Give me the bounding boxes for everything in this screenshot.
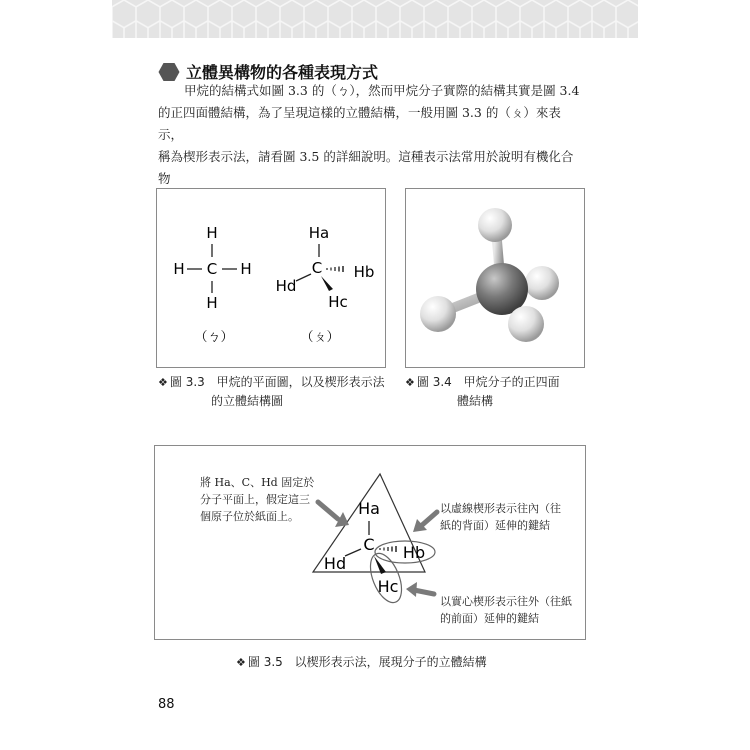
caption-bullet: ❖ xyxy=(158,376,168,389)
methane-ball-model xyxy=(406,189,584,367)
caption-number: 圖 3.3 xyxy=(169,375,205,389)
section-title-text: 立體異構物的各種表現方式 xyxy=(186,63,379,82)
atom-hd: Hd xyxy=(275,277,297,295)
annotation-dashed-wedge xyxy=(440,500,561,534)
atom-ha: Ha xyxy=(358,499,380,518)
atom-c: C xyxy=(206,260,218,278)
figure-3-3-caption xyxy=(158,373,385,410)
atom-c: C xyxy=(311,259,323,277)
caption-number: 圖 3.5 xyxy=(247,655,283,669)
hydrogen-sphere xyxy=(525,266,559,300)
annotation-solid-wedge xyxy=(440,593,572,627)
figure-3-3-box xyxy=(156,188,386,368)
atom-hc: Hc xyxy=(328,293,348,311)
arrow-icon xyxy=(318,502,349,527)
annotation-line: 紙的背面）延伸的鍵結 xyxy=(440,519,550,532)
atom-ha: Ha xyxy=(308,224,330,242)
caption-bullet: ❖ xyxy=(236,656,246,669)
annotation-line: 個原子位於紙面上。 xyxy=(200,510,299,523)
top-banner xyxy=(112,0,638,38)
atom-hb: Hb xyxy=(353,263,375,281)
atom-h-right: H xyxy=(240,260,252,278)
annotation-line: 的前面）延伸的鍵結 xyxy=(440,612,539,625)
hexagon-icon xyxy=(158,62,180,82)
label-bo: （ㄅ） xyxy=(194,330,234,345)
intro-line: 稱為楔形表示法，請看圖 3.5 的詳細說明。這種表示法常用於說明有機化合物 xyxy=(158,149,574,186)
annotation-line: 將 Ha、C、Hd 固定於 xyxy=(200,476,315,489)
caption-text: 以楔形表示法，展現分子的立體結構 xyxy=(294,655,487,669)
caption-text: 體結構 xyxy=(457,394,494,408)
annotation-line: 分子平面上，假定這三 xyxy=(200,493,310,506)
honeycomb-pattern xyxy=(112,0,638,38)
arrow-icon xyxy=(413,512,437,532)
figure-3-4-caption xyxy=(405,373,560,410)
caption-bullet: ❖ xyxy=(405,376,415,389)
arrow-icon xyxy=(406,582,434,597)
atom-hd: Hd xyxy=(323,554,347,573)
annotation-line: 以實心楔形表示往外（往紙 xyxy=(440,595,572,608)
methane-structural-formulas xyxy=(157,189,385,367)
label-po: （ㄆ） xyxy=(300,330,340,345)
solid-wedge-bond xyxy=(321,276,333,291)
caption-number: 圖 3.4 xyxy=(416,375,452,389)
dashed-wedge-bond xyxy=(380,546,396,552)
hydrogen-sphere xyxy=(420,296,456,332)
atom-h-top: H xyxy=(206,224,218,242)
intro-line: 甲烷的結構式如圖 3.3 的（ㄅ），然而甲烷分子實際的結構其實是圖 3.4 xyxy=(184,83,580,98)
caption-text: 的立體結構圖 xyxy=(211,394,284,408)
atom-hb: Hb xyxy=(402,543,426,562)
hydrogen-sphere xyxy=(478,208,512,242)
caption-text: 甲烷的平面圖，以及楔形表示法 xyxy=(216,375,385,389)
caption-text: 甲烷分子的正四面 xyxy=(463,375,560,389)
dashed-wedge-bond xyxy=(327,266,343,272)
page-number: 88 xyxy=(158,697,175,712)
atom-c: C xyxy=(363,535,375,554)
figure-3-5-caption xyxy=(236,653,487,672)
annotation-line: 以虛線楔形表示往內（往 xyxy=(440,502,561,515)
figure-3-4-box xyxy=(405,188,585,368)
hydrogen-sphere xyxy=(508,306,544,342)
atom-h-left: H xyxy=(173,260,185,278)
annotation-plane xyxy=(200,474,314,525)
intro-line: 的正四面體結構，為了呈現這樣的立體結構，一般用圖 3.3 的（ㄆ）來表示， xyxy=(158,105,561,142)
atom-hc: Hc xyxy=(377,577,399,596)
atom-h-bottom: H xyxy=(206,294,218,312)
